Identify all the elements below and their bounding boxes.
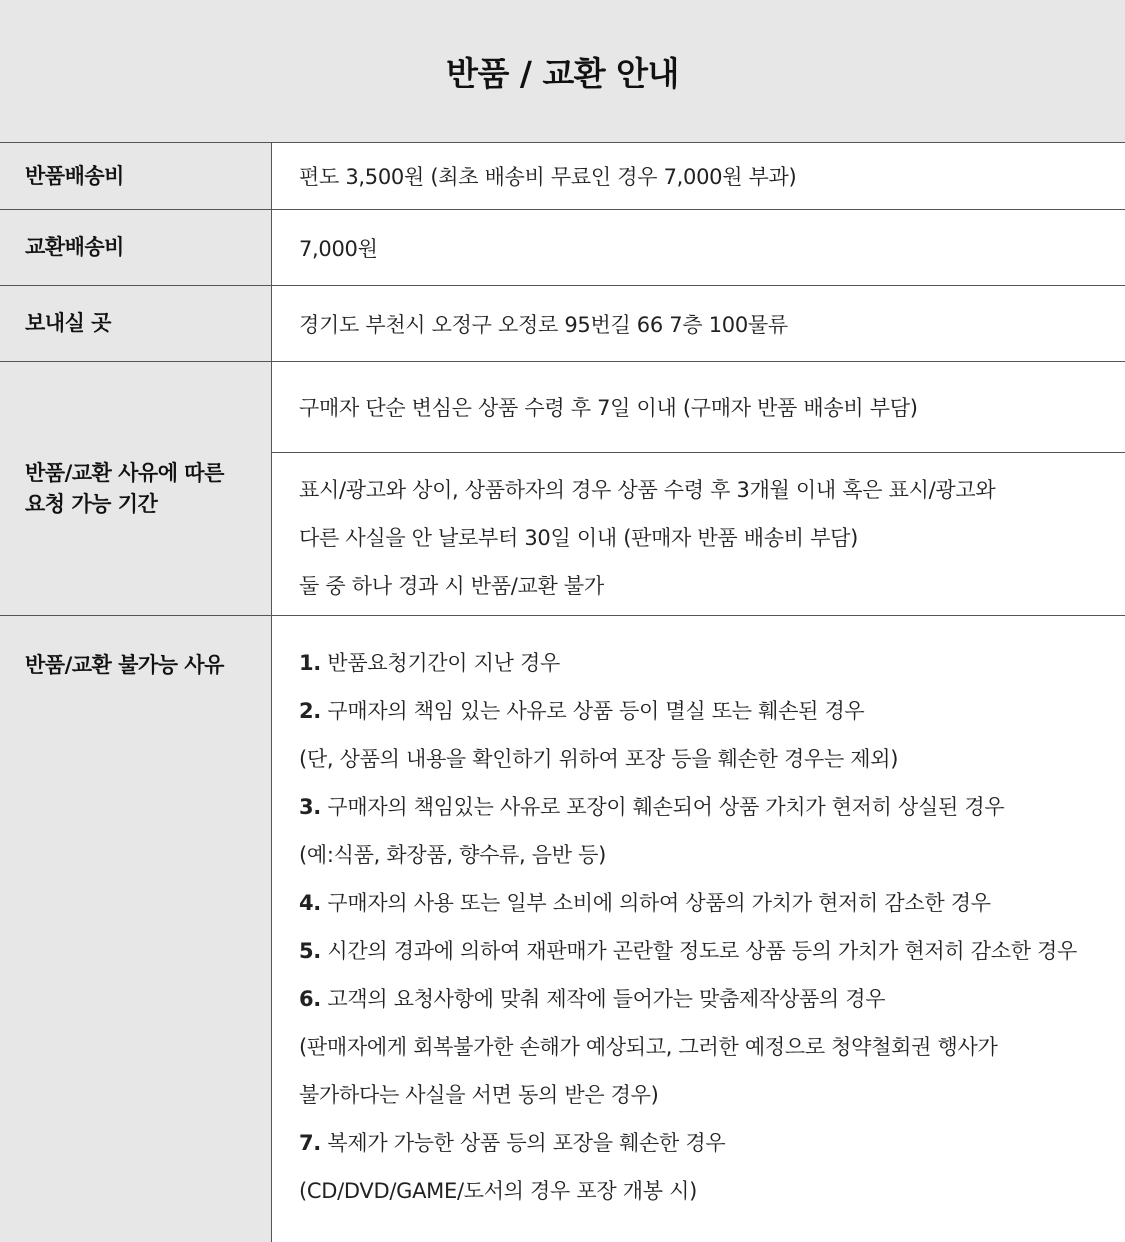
not-allowed-label: 반품/교환 불가능 사유 [0,616,272,1242]
item-text: 불가하다는 사실을 서면 동의 받은 경우) [299,1083,659,1107]
address-value: 경기도 부천시 오정구 오정로 95번길 66 7층 100물류 [299,312,788,337]
item-text: (CD/DVD/GAME/도서의 경우 포장 개봉 시) [299,1179,697,1203]
item-text: (예:식품, 화장품, 향수류, 음반 등) [299,843,607,867]
return-fee-label: 반품배송비 [0,143,272,209]
item-number: 6. [299,987,321,1011]
item-number: 1. [299,651,321,675]
list-item [299,687,1125,735]
row-request-period [0,362,1125,616]
list-item [299,1119,1125,1167]
page-title: 반품 / 교환 안내 [446,53,679,93]
row-not-allowed [0,616,1125,1242]
item-text: 구매자의 사용 또는 일부 소비에 의하여 상품의 가치가 현저히 감소한 경우 [321,891,991,915]
exchange-fee-label: 교환배송비 [0,210,272,285]
simple-change-period [272,362,1125,453]
list-item [299,1167,1125,1215]
defect-period [272,453,1125,615]
defect-line: 다른 사실을 안 날로부터 30일 이내 (판매자 반품 배송비 부담) [299,526,858,550]
request-period-label [0,362,272,615]
address-label: 보내실 곳 [0,286,272,361]
list-item [299,735,1125,783]
item-text: 반품요청기간이 지난 경우 [321,651,560,675]
return-fee-value: 편도 3,500원 (최초 배송비 무료인 경우 7,000원 부과) [299,165,797,189]
item-number: 3. [299,795,321,819]
item-text: 구매자의 책임 있는 사유로 상품 등이 멸실 또는 훼손된 경우 [321,699,865,723]
item-number: 5. [299,939,321,963]
item-number: 2. [299,699,321,723]
defect-line: 표시/광고와 상이, 상품하자의 경우 상품 수령 후 3개월 이내 혹은 표시/광고와 [299,478,996,502]
exchange-fee-value: 7,000원 [299,236,378,261]
item-number: 4. [299,891,321,915]
request-period-label-line2: 요청 가능 기간 [25,491,158,516]
list-item [299,975,1125,1023]
list-item [299,1023,1125,1071]
list-item [299,639,1125,687]
not-allowed-list [272,616,1125,1242]
row-exchange-fee [0,210,1125,286]
item-number: 7. [299,1131,321,1155]
item-text: 구매자의 책임있는 사유로 포장이 훼손되어 상품 가치가 현저히 상실된 경우 [321,795,1005,819]
request-period-value [272,362,1125,615]
item-text: (단, 상품의 내용을 확인하기 위하여 포장 등을 훼손한 경우는 제외) [299,747,899,771]
item-text: 복제가 가능한 상품 등의 포장을 훼손한 경우 [321,1131,726,1155]
item-text: (판매자에게 회복불가한 손해가 예상되고, 그러한 예정으로 청약철회권 행사가 [299,1035,998,1059]
list-item [299,783,1125,831]
request-period-label-line1: 반품/교환 사유에 따른 [25,460,224,485]
simple-change-text: 구매자 단순 변심은 상품 수령 후 7일 이내 (구매자 반품 배송비 부담) [299,396,918,420]
list-item [299,879,1125,927]
list-item [299,927,1125,975]
item-text: 고객의 요청사항에 맞춰 제작에 들어가는 맞춤제작상품의 경우 [321,987,886,1011]
row-address [0,286,1125,362]
row-return-fee [0,143,1125,210]
list-item [299,831,1125,879]
defect-line: 둘 중 하나 경과 시 반품/교환 불가 [299,574,604,598]
header [0,0,1125,143]
list-item [299,1071,1125,1119]
item-text: 시간의 경과에 의하여 재판매가 곤란할 정도로 상품 등의 가치가 현저히 감소한 경우 [321,939,1078,963]
